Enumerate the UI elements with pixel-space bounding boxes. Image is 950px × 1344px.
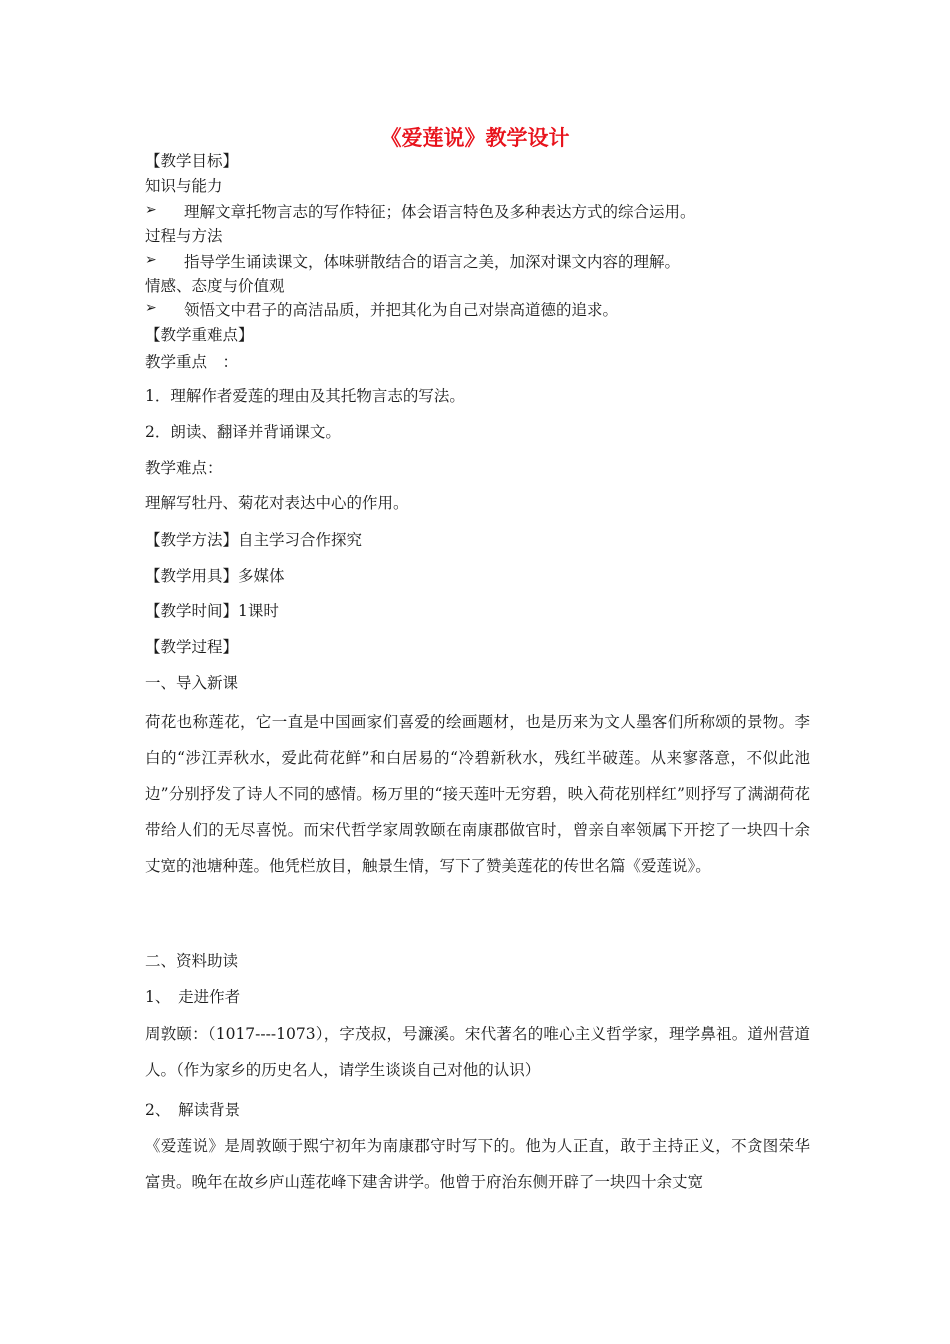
values-item: 领悟文中君子的高洁品质，并把其化为自己对崇高道德的追求。 [184,301,619,319]
knowledge-item: 理解文章托物言志的写作特征；体会语言特色及多种表达方式的综合运用。 [184,203,696,221]
difficulty-label: 教学难点： [145,459,223,477]
section2-heading: 二、资料助读 [145,952,239,970]
intro-paragraph: 荷花也称莲花，它一直是中国画家们喜爱的绘画题材，也是历来为文人墨客们所称颂的景物。李白的“涉江弄秋水，爱此荷花鲜”和白居易的“冷碧新秋水，残红半破莲。从来寥落意，不似此池边”分别抒发了诗人不同的感情。杨万里的“接天莲叶无穷碧，映入荷花别样红”则抒写了满湖荷花带给人们的无尽喜悦。而宋代哲学家周敦颐在南康郡做官时，曾亲自率领属下开挖了一块四十余丈宽的池塘种莲。他凭栏放目，触景生情，写下了赞美莲花的传世名篇《爱莲说》。 [145,713,810,875]
keypoints-header: 【教学重难点】 [145,326,254,344]
focus-label: 教学重点 ： [145,353,239,371]
arrow-bullet-icon: ➢ [145,300,157,316]
difficulty-item: 理解写牡丹、菊花对表达中心的作用。 [145,494,409,512]
teaching-time: 【教学时间】1课时 [145,602,279,620]
teaching-method: 【教学方法】自主学习合作探究 [145,531,363,549]
process-item: 指导学生诵读课文，体味骈散结合的语言之美，加深对课文内容的理解。 [184,253,681,271]
author-paragraph: 周敦颐：（1017----1073），字茂叔，号濂溪。宋代著名的唯心主义哲学家，理学鼻祖。道州营道人。（作为家乡的历史名人，请学生谈谈自己对他的认识） [145,1025,810,1079]
background-paragraph: 《爱莲说》是周敦颐于熙宁初年为南康郡守时写下的。他为人正直，敢于主持正义，不贪图荣华富贵。晚年在故乡庐山莲花峰下建舍讲学。他曾于府治东侧开辟了一块四十余丈宽 [145,1137,810,1191]
background-subheading: 2、 解读背景 [145,1101,241,1119]
arrow-bullet-icon: ➢ [145,252,157,268]
section1-heading: 一、导入新课 [145,674,239,692]
values-label: 情感、态度与价值观 [145,277,285,295]
document-title: 《爱莲说》教学设计 [380,126,570,150]
process-header: 【教学过程】 [145,638,239,656]
arrow-bullet-icon: ➢ [145,202,157,218]
focus-item-1: 1．理解作者爱莲的理由及其托物言志的写法。 [145,387,465,405]
objectives-header: 【教学目标】 [145,152,239,170]
knowledge-label: 知识与能力 [145,177,223,195]
teaching-tools: 【教学用具】多媒体 [145,567,285,585]
focus-item-2: 2．朗读、翻译并背诵课文。 [145,423,341,441]
author-subheading: 1、 走进作者 [145,988,241,1006]
process-label: 过程与方法 [145,227,223,245]
